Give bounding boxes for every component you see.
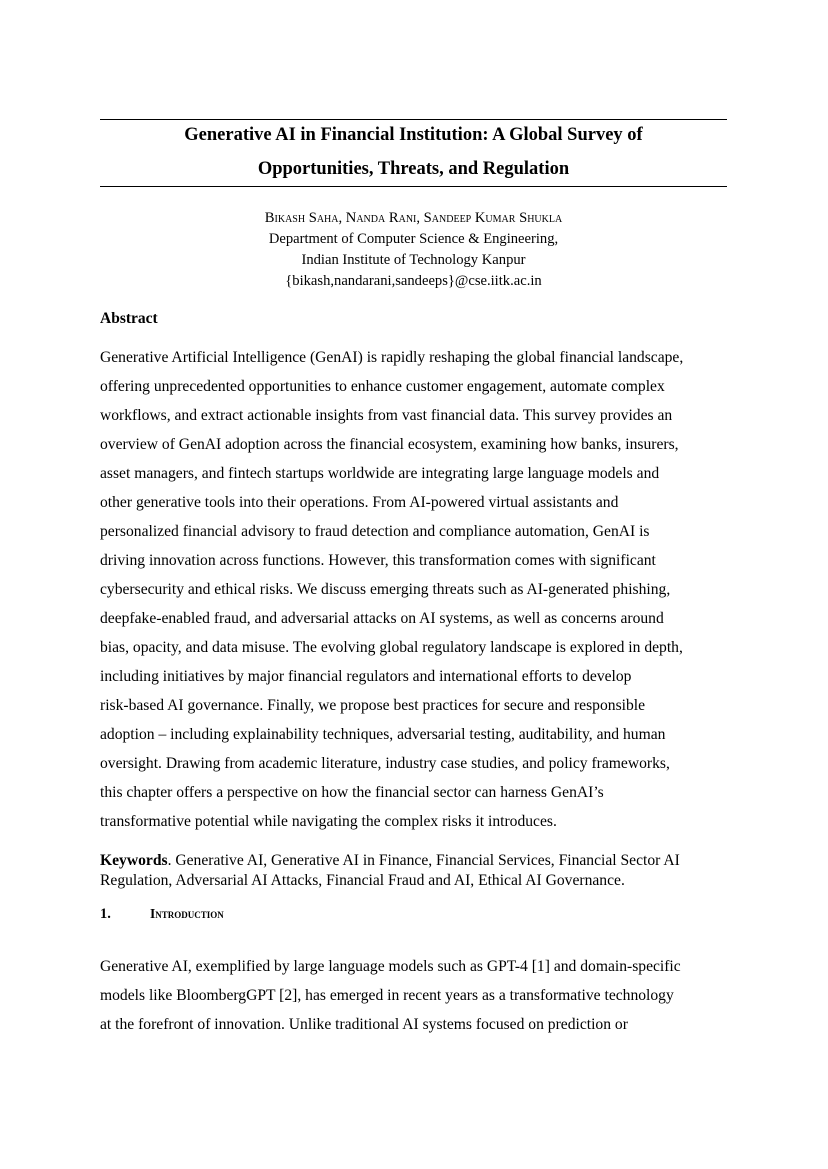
author-block [100,208,727,292]
paper-title [100,118,727,186]
abstract-line: risk-based AI governance. Finally, we propose best practices for secure and responsible [100,697,646,714]
abstract-line: this chapter offers a perspective on how the financial sector can harness GenAI’s [100,784,604,801]
abstract-line: bias, opacity, and data misuse. The evolving global regulatory landscape is explored in depth, [100,639,683,656]
abstract-line: Generative Artificial Intelligence (GenAI) is rapidly reshaping the global financial landscape, [100,349,684,366]
section-title: Introduction [150,906,224,921]
intro-line: at the forefront of innovation. Unlike traditional AI systems focused on prediction or [100,1016,628,1033]
author-names: Bikash Saha, Nanda Rani, Sandeep Kumar Shukla [264,210,563,226]
title-line: Opportunities, Threats, and Regulation [257,159,570,179]
title-bottom-rule [100,186,727,187]
abstract-line: workflows, and extract actionable insights from vast financial data. This survey provides an [100,407,673,424]
affiliation-line: Department of Computer Science & Engineering, [268,231,559,247]
abstract-line: personalized financial advisory to fraud detection and compliance automation, GenAI is [100,523,650,540]
keywords-line: Regulation, Adversarial AI Attacks, Financial Fraud and AI, Ethical AI Governance. [100,871,625,889]
abstract-heading: Abstract [100,310,158,327]
abstract-line: oversight. Drawing from academic literature, industry case studies, and policy frameworks, [100,755,670,772]
keywords-line [100,851,740,871]
abstract-line: transformative potential while navigating the complex risks it introduces. [100,813,557,830]
abstract-line: other generative tools into their operations. From AI-powered virtual assistants and [100,494,619,511]
abstract-line: adoption – including explainability techniques, adversarial testing, auditability, and human [100,726,666,743]
abstract-line: offering unprecedented opportunities to enhance customer engagement, automate complex [100,378,665,395]
abstract-line: cybersecurity and ethical risks. We discuss emerging threats such as AI-generated phishing, [100,581,671,598]
abstract-line: overview of GenAI adoption across the financial ecosystem, examining how banks, insurers, [100,436,679,453]
intro-line: Generative AI, exemplified by large language models such as GPT-4 [1] and domain-specific [100,958,681,975]
abstract-line: including initiatives by major financial regulators and international efforts to develop [100,668,632,685]
abstract-body [100,343,740,836]
abstract-line: deepfake-enabled fraud, and adversarial attacks on AI systems, as well as concerns around [100,610,664,627]
affiliation-line: Indian Institute of Technology Kanpur [301,252,526,268]
keywords-text: . Generative AI, Generative AI in Finance, Financial Services, Financial Sector AI [167,852,680,869]
intro-line: models like BloombergGPT [2], has emerged in recent years as a transformative technology [100,987,674,1004]
keywords-block [100,851,740,890]
author-emails: {bikash,nandarani,sandeeps}@cse.iitk.ac.in [285,273,542,289]
section-number: 1. [100,906,111,922]
section-heading [100,906,224,923]
abstract-line: asset managers, and fintech startups worldwide are integrating large language models and [100,465,660,482]
intro-body [100,952,740,1039]
keywords-label: Keywords [100,852,168,869]
abstract-line: driving innovation across functions. However, this transformation comes with significant [100,552,656,569]
title-line: Generative AI in Financial Institution: A Global Survey of [184,125,643,145]
